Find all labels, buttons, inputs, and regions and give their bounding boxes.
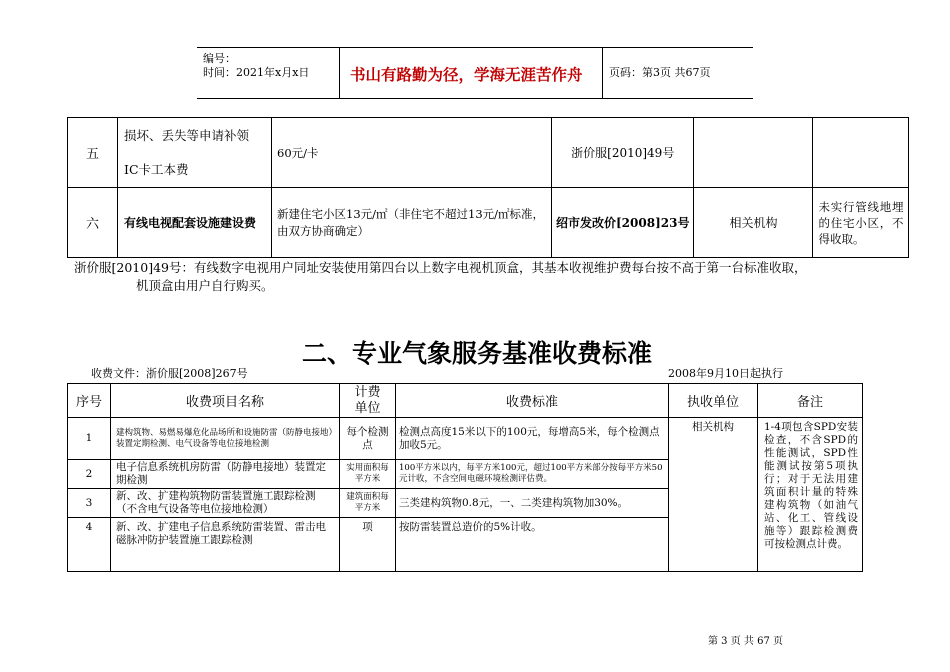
row-name: 建构筑物、易燃易爆危化品场所和设施防雷（防静电接地）装置定期检测、电气设备等电位接地检测 bbox=[111, 418, 340, 460]
table-row bbox=[68, 118, 909, 188]
header-unit bbox=[340, 384, 396, 418]
fee-table-top bbox=[67, 117, 909, 258]
item-line: IC卡工本费 bbox=[124, 161, 189, 177]
effective-date: 2008年9月10日起执行 bbox=[668, 367, 783, 380]
row-note bbox=[813, 118, 909, 188]
row-unit: 每个检测点 bbox=[340, 418, 396, 460]
header-meta-cell bbox=[197, 48, 340, 98]
motto: 书山有路勤为径，学海无涯苦作舟 bbox=[350, 65, 583, 84]
table-header-row bbox=[68, 384, 863, 418]
number-label: 编号： bbox=[203, 52, 236, 65]
table-row bbox=[68, 188, 909, 258]
row-note: 1-4项包含SPD安装检查，不含SPD的性能测试，SPD性能测试按第5项执行；对于无法用建筑面积计量的特殊建构筑物（如油气站、化工、管线设施等）跟踪检测费可按检测点计费。 bbox=[758, 418, 863, 572]
row-name: 新、改、扩建电子信息系统防雷装置、雷击电磁脉冲防护装置施工跟踪检测 bbox=[111, 518, 340, 572]
row-basis: 浙价服[2010]49号 bbox=[552, 118, 694, 188]
row-index: 1 bbox=[68, 418, 111, 460]
footnote-line-1: 浙价服[2010]49号：有线数字电视用户同址安装使用第四台以上数字电视机顶盒，其基本收视维护费每台按不高于第一台标准收取， bbox=[74, 260, 807, 275]
document-header bbox=[197, 47, 753, 99]
row-index: 2 bbox=[68, 460, 111, 489]
row-unit: 相关机构 bbox=[694, 188, 813, 258]
row-note: 未实行管线地埋的住宅小区，不得收取。 bbox=[813, 188, 909, 258]
header-agency: 执收单位 bbox=[669, 384, 758, 418]
header-page-cell bbox=[603, 48, 753, 98]
header-unit-line: 计费 bbox=[354, 384, 381, 400]
row-name: 新、改、扩建构筑物防雷装置施工跟踪检测（不含电气设备等电位接地检测） bbox=[111, 489, 340, 518]
header-name: 收费项目名称 bbox=[111, 384, 340, 418]
row-standard: 检测点高度15米以下的100元，每增高5米，每个检测点加收5元。 bbox=[396, 418, 669, 460]
section-title: 二、专业气象服务基准收费标准 bbox=[302, 339, 653, 368]
time-label: 时间：2021年x月x日 bbox=[203, 66, 310, 79]
row-unit bbox=[694, 118, 813, 188]
page-label: 页码：第3页 共67页 bbox=[609, 66, 711, 79]
doc-reference: 收费文件：浙价服[2008]267号 bbox=[91, 367, 248, 380]
item-line: 损坏、丢失等申请补领 bbox=[124, 127, 250, 143]
row-index: 六 bbox=[68, 188, 118, 258]
row-standard: 按防雷装置总造价的5%计收。 bbox=[396, 518, 669, 572]
page-footer: 第 3 页 共 67 页 bbox=[708, 636, 783, 647]
header-standard: 收费标准 bbox=[396, 384, 669, 418]
row-index: 五 bbox=[68, 118, 118, 188]
row-standard: 100平方米以内，每平方米100元，超过100平方米部分按每平方米50元计收，不含空间电磁环境检测评估费。 bbox=[396, 460, 669, 489]
row-index: 3 bbox=[68, 489, 111, 518]
row-name: 电子信息系统机房防雷（防静电接地）装置定期检测 bbox=[111, 460, 340, 489]
row-basis: 绍市发改价[2008]23号 bbox=[552, 188, 694, 258]
table-row bbox=[68, 418, 863, 460]
row-standard: 三类建构筑物0.8元，一、二类建构筑物加30%。 bbox=[396, 489, 669, 518]
row-unit: 实用面积每平方米 bbox=[340, 460, 396, 489]
row-unit: 建筑面积每平方米 bbox=[340, 489, 396, 518]
header-motto-cell bbox=[340, 48, 603, 98]
header-index: 序号 bbox=[68, 384, 111, 418]
row-standard: 新建住宅小区13元/㎡（非住宅不超过13元/㎡标准，由双方协商确定） bbox=[272, 188, 552, 258]
footnote-line-2: 机顶盒由用户自行购买。 bbox=[136, 278, 274, 293]
row-unit: 项 bbox=[340, 518, 396, 572]
weather-fee-table bbox=[67, 383, 863, 572]
row-agency: 相关机构 bbox=[669, 418, 758, 572]
row-index: 4 bbox=[68, 518, 111, 572]
row-item: 有线电视配套设施建设费 bbox=[118, 188, 272, 258]
row-standard: 60元/卡 bbox=[272, 118, 552, 188]
row-item bbox=[118, 118, 272, 188]
header-unit-line: 单位 bbox=[354, 400, 381, 416]
header-note: 备注 bbox=[758, 384, 863, 418]
